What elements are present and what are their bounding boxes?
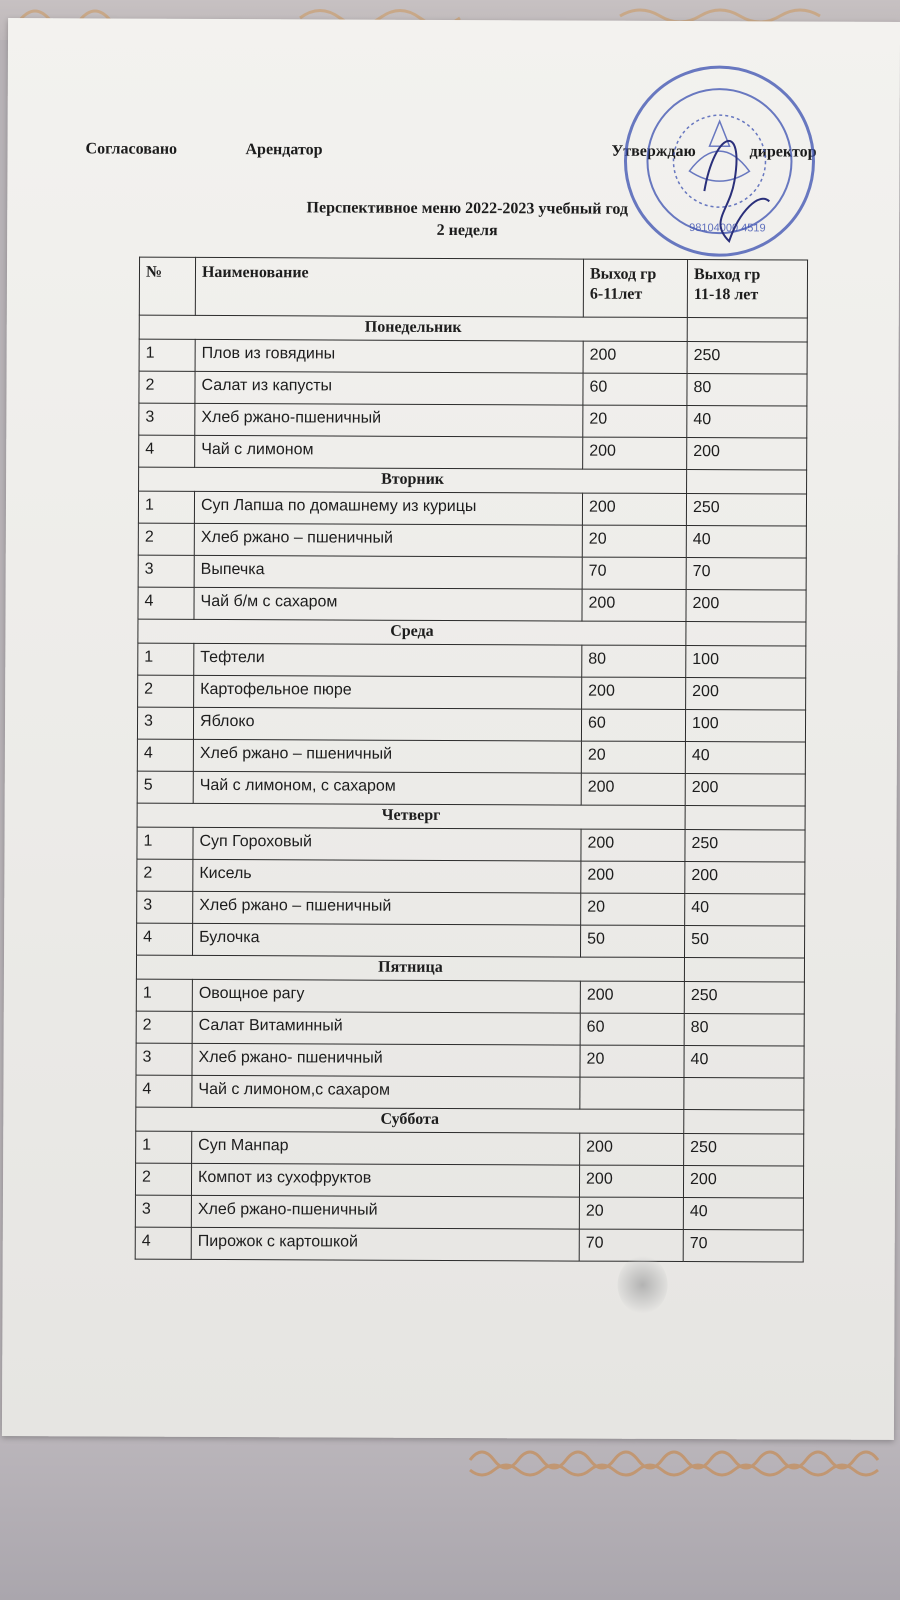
output-11-18: 200	[686, 678, 806, 711]
output-11-18: 50	[685, 926, 805, 959]
output-11-18: 200	[687, 438, 807, 471]
item-number: 3	[135, 1195, 191, 1227]
table-row	[139, 339, 807, 374]
day-empty-cell	[684, 958, 804, 983]
tenant-label: Арендатор	[245, 141, 323, 159]
output-6-11: 200	[583, 437, 687, 469]
day-name: Суббота	[136, 1107, 684, 1133]
output-6-11: 20	[583, 405, 687, 437]
table-row	[135, 1195, 803, 1230]
table-row	[138, 491, 806, 526]
table-row	[137, 739, 805, 774]
output-6-11: 200	[581, 861, 685, 893]
item-number: 3	[139, 403, 195, 435]
output-11-18: 40	[687, 406, 807, 439]
output-6-11: 20	[580, 1045, 684, 1077]
col-output-6-11-line1: Выход гр	[589, 265, 657, 283]
item-number: 4	[137, 739, 193, 771]
output-6-11: 200	[580, 981, 684, 1013]
day-name: Вторник	[139, 467, 687, 493]
output-11-18: 200	[683, 1166, 803, 1199]
stain-mark	[617, 1256, 667, 1314]
dish-name: Суп Гороховый	[193, 827, 581, 861]
item-number: 1	[138, 491, 194, 523]
item-number: 1	[138, 643, 194, 675]
dish-name: Плов из говядины	[195, 339, 583, 373]
item-number: 2	[136, 1011, 192, 1043]
output-11-18: 40	[684, 1046, 804, 1079]
item-number: 2	[138, 523, 194, 555]
table-row	[137, 891, 805, 926]
table-row	[138, 555, 806, 590]
output-11-18: 40	[685, 742, 805, 775]
output-6-11: 70	[582, 557, 686, 589]
output-11-18: 100	[685, 710, 805, 743]
item-number: 2	[135, 1163, 191, 1195]
item-number: 4	[138, 587, 194, 619]
day-name: Четверг	[137, 803, 685, 829]
table-row	[137, 707, 805, 742]
day-empty-cell	[687, 470, 807, 495]
item-number: 2	[139, 371, 195, 403]
title-line-2: 2 неделя	[436, 221, 498, 240]
dish-name: Чай б/м с сахаром	[194, 587, 582, 621]
output-11-18: 100	[686, 646, 806, 679]
item-number: 1	[137, 827, 193, 859]
day-row	[136, 955, 804, 982]
day-name: Понедельник	[139, 315, 687, 341]
col-output-11-18-line1: Выход гр	[693, 266, 761, 284]
item-number: 5	[137, 771, 193, 803]
output-6-11: 50	[581, 925, 685, 957]
output-6-11: 200	[580, 1133, 684, 1165]
table-row	[136, 1131, 804, 1166]
item-number: 1	[136, 979, 192, 1011]
col-output-6-11-line2: 6-11лет	[589, 285, 643, 303]
output-11-18: 200	[685, 862, 805, 895]
dish-name: Чай с лимоном,с сахаром	[192, 1075, 580, 1109]
official-stamp	[619, 61, 820, 262]
dish-name: Выпечка	[194, 555, 582, 589]
dish-name: Булочка	[193, 923, 581, 957]
table-row	[137, 859, 805, 894]
output-11-18: 70	[686, 558, 806, 591]
item-number: 1	[136, 1131, 192, 1163]
day-empty-cell	[686, 622, 806, 647]
output-11-18: 250	[684, 1134, 804, 1167]
dish-name: Овощное рагу	[192, 979, 580, 1013]
col-output-11-18-header	[687, 260, 807, 319]
day-row	[139, 315, 807, 342]
output-6-11: 60	[581, 709, 685, 741]
item-number: 4	[135, 1227, 191, 1259]
dish-name: Тефтели	[194, 643, 582, 677]
dish-name: Чай с лимоном	[195, 435, 583, 469]
output-11-18	[684, 1078, 804, 1111]
output-11-18: 250	[686, 494, 806, 527]
output-11-18: 40	[686, 526, 806, 559]
output-6-11: 200	[582, 493, 686, 525]
output-11-18: 250	[685, 830, 805, 863]
output-6-11: 60	[580, 1013, 684, 1045]
day-name: Пятница	[136, 955, 684, 981]
output-6-11: 200	[581, 773, 685, 805]
output-11-18: 80	[684, 1014, 804, 1047]
item-number: 3	[138, 555, 194, 587]
output-6-11	[580, 1077, 684, 1109]
dish-name: Кисель	[193, 859, 581, 893]
day-name: Среда	[138, 619, 686, 645]
document-sheet	[2, 18, 900, 1440]
dish-name: Хлеб ржано-пшеничный	[191, 1195, 579, 1229]
item-number: 4	[139, 435, 195, 467]
table-row	[136, 1075, 804, 1110]
output-11-18: 40	[683, 1198, 803, 1231]
agreed-label: Согласовано	[85, 140, 178, 158]
table-row	[138, 587, 806, 622]
dish-name: Салат из капусты	[195, 371, 583, 405]
item-number: 1	[139, 339, 195, 371]
output-6-11: 60	[583, 373, 687, 405]
approve-label: Утверждаю	[611, 142, 696, 161]
dish-name: Хлеб ржано- пшеничный	[192, 1043, 580, 1077]
dish-name: Чай с лимоном, с сахаром	[193, 771, 581, 805]
item-number: 3	[137, 707, 193, 739]
output-6-11: 200	[582, 677, 686, 709]
menu-body	[135, 315, 807, 1262]
dish-name: Суп Манпар	[192, 1131, 580, 1165]
day-empty-cell	[687, 318, 807, 343]
day-empty-cell	[685, 806, 805, 831]
output-6-11: 20	[582, 525, 686, 557]
output-11-18: 200	[686, 590, 806, 623]
output-6-11: 200	[582, 589, 686, 621]
output-11-18: 200	[685, 774, 805, 807]
item-number: 3	[137, 891, 193, 923]
dish-name: Пирожок с картошкой	[191, 1227, 579, 1261]
col-output-11-18-line2: 11-18 лет	[693, 286, 759, 304]
table-row	[136, 1011, 804, 1046]
table-row	[139, 435, 807, 470]
title-line-1: Перспективное меню 2022-2023 учебный год	[306, 199, 629, 218]
item-number: 4	[136, 1075, 192, 1107]
director-label: директор	[749, 143, 817, 161]
item-number: 2	[138, 675, 194, 707]
table-row	[136, 1043, 804, 1078]
dish-name: Картофельное пюре	[194, 675, 582, 709]
output-6-11: 20	[581, 741, 685, 773]
dish-name: Салат Витаминный	[192, 1011, 580, 1045]
item-number: 4	[137, 923, 193, 955]
day-row	[138, 619, 806, 646]
output-11-18: 80	[687, 374, 807, 407]
col-output-6-11-header	[583, 259, 687, 317]
table-row	[136, 979, 804, 1014]
day-row	[137, 803, 805, 830]
table-row	[137, 827, 805, 862]
output-11-18: 40	[685, 894, 805, 927]
output-6-11: 20	[581, 893, 685, 925]
col-name-header: Наименование	[195, 257, 583, 317]
output-6-11: 200	[581, 829, 685, 861]
table-row	[138, 643, 806, 678]
output-6-11: 70	[579, 1229, 683, 1261]
dish-name: Хлеб ржано – пшеничный	[193, 739, 581, 773]
table-row	[135, 1163, 803, 1198]
output-6-11: 200	[583, 341, 687, 373]
output-6-11: 80	[582, 645, 686, 677]
table-row	[138, 523, 806, 558]
lace-pattern-bottom	[0, 1440, 900, 1480]
dish-name: Компот из сухофруктов	[191, 1163, 579, 1197]
table-row	[139, 371, 807, 406]
output-11-18: 70	[683, 1230, 803, 1263]
output-6-11: 20	[579, 1197, 683, 1229]
day-empty-cell	[684, 1110, 804, 1135]
output-6-11: 200	[579, 1165, 683, 1197]
table-row	[135, 1227, 803, 1262]
item-number: 2	[137, 859, 193, 891]
item-number: 3	[136, 1043, 192, 1075]
table-row	[137, 771, 805, 806]
dish-name: Суп Лапша по домашнему из курицы	[194, 491, 582, 525]
menu-table	[135, 257, 808, 1263]
dish-name: Хлеб ржано – пшеничный	[193, 891, 581, 925]
col-number-header: №	[139, 257, 195, 315]
stamp-number: 98104000 4519	[689, 222, 766, 235]
tablecloth-bottom	[0, 1430, 900, 1600]
dish-name: Хлеб ржано – пшеничный	[194, 523, 582, 557]
table-header-row	[139, 257, 807, 318]
day-row	[139, 467, 807, 494]
dish-name: Хлеб ржано-пшеничный	[195, 403, 583, 437]
output-11-18: 250	[684, 982, 804, 1015]
table-row	[137, 923, 805, 958]
table-row	[139, 403, 807, 438]
day-row	[136, 1107, 804, 1134]
output-11-18: 250	[687, 342, 807, 375]
dish-name: Яблоко	[193, 707, 581, 741]
table-row	[138, 675, 806, 710]
